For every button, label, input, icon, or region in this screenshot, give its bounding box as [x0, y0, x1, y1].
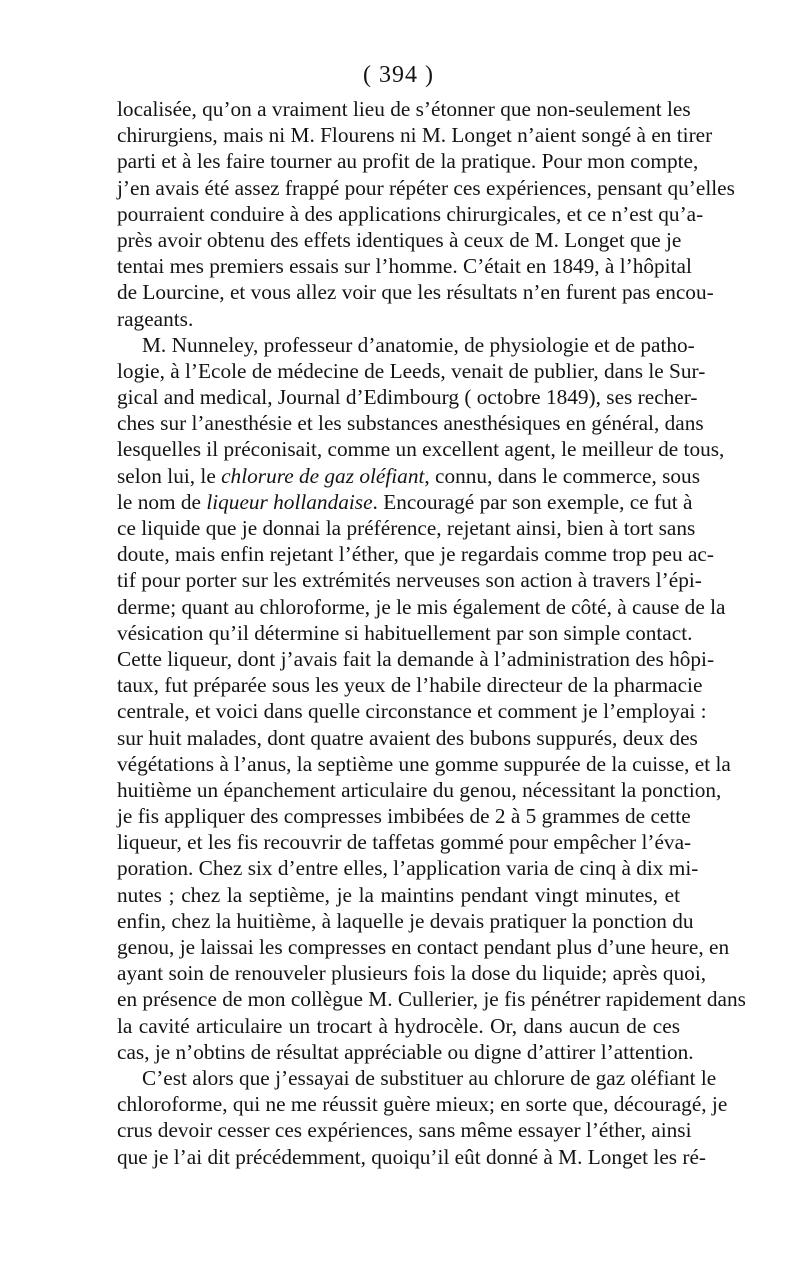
paragraph — [117, 96, 735, 332]
text-line: derme; quant au chloroforme, je le mis également de côté, à cause de la — [117, 594, 726, 619]
text-line: en présence de mon collègue M. Cullerier, je fis pénétrer rapidement dans — [117, 987, 746, 1012]
text-line: tentai mes premiers essais sur l’homme. C’était en 1849, à l’hôpital — [117, 254, 692, 279]
body-text — [117, 96, 746, 1170]
text-line: crus devoir cesser ces expériences, sans même essayer l’éther, ainsi — [117, 1118, 692, 1143]
text-line: nutes ; chez la septième, je la maintins pendant vingt minutes, et — [117, 882, 680, 907]
text-line: vésication qu’il détermine si habituellement par son simple contact. — [117, 620, 693, 645]
text-line: cas, je n’obtins de résultat appréciable ou digne d’attirer l’attention. — [117, 1039, 694, 1064]
text-line: gical and medical, Journal d’Edimbourg ( octobre 1849), ses recher- — [117, 385, 698, 410]
text-line: liqueur, et les fis recouvrir de taffetas gommé pour empêcher l’éva- — [117, 830, 692, 855]
text-line: enfin, chez la huitième, à laquelle je devais pratiquer la ponction du — [117, 908, 694, 933]
text-line: poration. Chez six d’entre elles, l’application varia de cinq à dix mi- — [117, 856, 699, 881]
text-line: ce liquide que je donnai la préférence, rejetant ainsi, bien à tort sans — [117, 516, 696, 540]
text-line: j’en avais été assez frappé pour répéter ces expériences, pensant qu’elles — [117, 175, 735, 200]
text-line: Cette liqueur, dont j’avais fait la demande à l’administration des hôpi- — [117, 646, 715, 671]
text-line: végétations à l’anus, la septième une gomme suppurée de la cuisse, et la — [117, 751, 731, 776]
text-line: logie, à l’Ecole de médecine de Leeds, venait de publier, dans le Sur- — [117, 358, 706, 383]
text-line: ayant soin de renouveler plusieurs fois la dose du liquide; après quoi, — [117, 961, 707, 986]
text-line: parti et à les faire tourner au profit de la pratique. Pour mon compte, — [117, 149, 699, 174]
text-line: que je l’ai dit précédemment, quoiqu’il eût donné à M. Longet les ré- — [117, 1144, 707, 1169]
text-line: je fis appliquer des compresses imbibées de 2 à 5 grammes de cette — [117, 804, 691, 829]
paragraph — [117, 1065, 728, 1170]
paragraph — [117, 332, 746, 1065]
text-line: tif pour porter sur les extrémités nerveuses son action à travers l’épi- — [117, 568, 702, 593]
text-line: chirurgiens, mais ni M. Flourens ni M. Longet n’aient songé à en tirer — [117, 123, 713, 148]
text-line: selon lui, le chlorure de gaz oléfiant, connu, dans le commerce, sous — [117, 463, 700, 488]
text-line: de Lourcine, et vous allez voir que les résultats n’en furent pas encou- — [117, 280, 714, 305]
text-line: genou, je laissai les compresses en contact pendant plus d’une heure, en — [117, 935, 730, 959]
text-line: centrale, et voici dans quelle circonstance et comment je l’employai : — [117, 699, 707, 724]
text-line: taux, fut préparée sous les yeux de l’habile directeur de la pharmacie — [117, 673, 703, 698]
text-line: rageants. — [117, 306, 194, 331]
text-line: près avoir obtenu des effets identiques à ceux de M. Longet que je — [117, 227, 682, 252]
page-number: ( 394 ) — [363, 62, 434, 88]
text-line: ches sur l’anesthésie et les substances anesthésiques en général, dans — [117, 411, 704, 436]
text-line: C’est alors que j’essayai de substituer au chlorure de gaz oléfiant le — [142, 1065, 717, 1090]
text-line: la cavité articulaire un trocart à hydrocèle. Or, dans aucun de ces — [117, 1013, 680, 1038]
book-page — [117, 58, 746, 1170]
text-line: chloroforme, qui ne me réussit guère mieux; en sorte que, découragé, je — [117, 1092, 728, 1117]
text-line: pourraient conduire à des applications chirurgicales, et ce n’est qu’a- — [117, 201, 704, 226]
text-line: localisée, qu’on a vraiment lieu de s’étonner que non-seulement les — [117, 97, 691, 121]
text-line: lesquelles il préconisait, comme un excellent agent, le meilleur de tous, — [117, 437, 725, 462]
text-line: sur huit malades, dont quatre avaient des bubons suppurés, deux des — [117, 725, 698, 750]
text-line: M. Nunneley, professeur d’anatomie, de physiologie et de patho- — [142, 332, 695, 357]
text-line: doute, mais enfin rejetant l’éther, que je regardais comme trop peu ac- — [117, 542, 714, 567]
text-line: huitième un épanchement articulaire du genou, nécessitant la ponction, — [117, 777, 722, 802]
text-line: le nom de liqueur hollandaise. Encouragé par son exemple, ce fut à — [117, 489, 693, 514]
